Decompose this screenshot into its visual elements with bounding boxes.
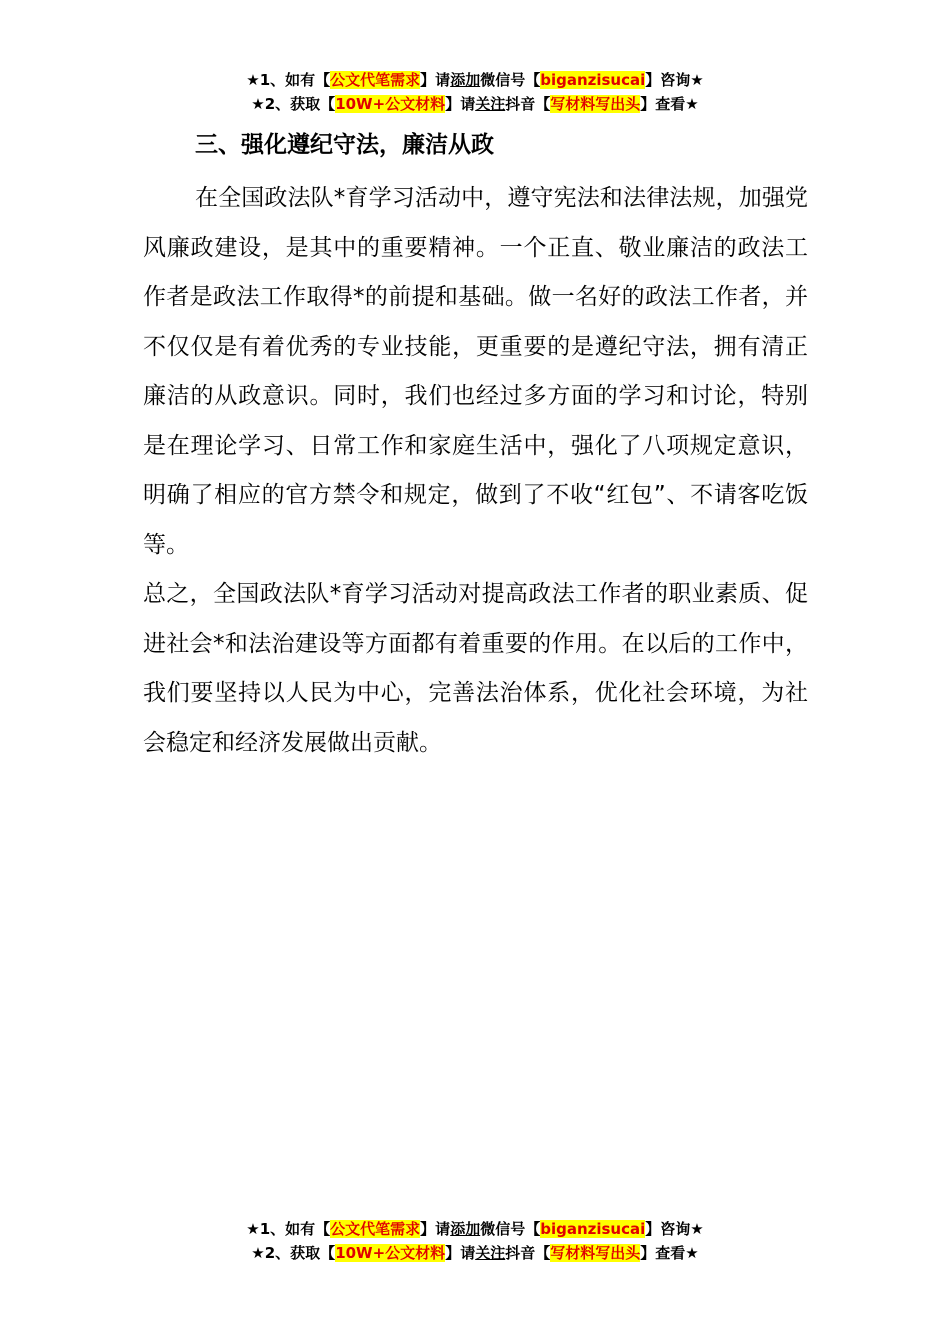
banner-text: 抖音【: [505, 95, 551, 113]
banner-underlined: 关注: [475, 1244, 506, 1262]
banner-highlight: 写材料写出头: [550, 95, 641, 113]
banner-highlight: biganzisucai: [540, 1220, 646, 1238]
banner-line-1: [0, 1217, 950, 1241]
banner-text: ★2、获取【: [251, 95, 336, 113]
banner-underlined: 关注: [475, 95, 506, 113]
banner-highlight: 写材料写出头: [550, 1244, 641, 1262]
banner-text: 】请: [420, 1220, 451, 1238]
banner-line-2: [0, 1241, 950, 1265]
banner-highlight: biganzisucai: [540, 71, 646, 89]
banner-underlined: 添加: [450, 1220, 481, 1238]
banner-text: 微信号【: [480, 71, 541, 89]
banner-text: ★1、如有【: [246, 71, 331, 89]
banner-text: 】请: [445, 1244, 476, 1262]
header-banner: [0, 68, 950, 116]
paragraph-1: 在全国政法队*育学习活动中，遵守宪法和法律法规，加强党风廉政建设，是其中的重要精神。一个正直、敬业廉洁的政法工作者是政法工作取得*的前提和基础。做一名好的政法工作者，并不仅仅是有着优秀的专业技能，更重要的是遵纪守法，拥有清正廉洁的从政意识。同时，我们也经过多方面的学习和讨论，特别是在理论学习、日常工作和家庭生活中，强化了八项规定意识，明确了相应的官方禁令和规定，做到了不收“红包”、不请客吃饭等。: [143, 185, 808, 558]
banner-highlight: 公文代笔需求: [330, 71, 421, 89]
banner-text: 微信号【: [480, 1220, 541, 1238]
paragraph-2: 总之，全国政法队*育学习活动对提高政法工作者的职业素质、促进社会*和法治建设等方面都有着重要的作用。在以后的工作中，我们要坚持以人民为中心，完善法治体系，优化社会环境，为社会稳定和经济发展做出贡献。: [143, 581, 808, 756]
banner-highlight: 公文代笔需求: [330, 1220, 421, 1238]
banner-line-2: [0, 92, 950, 116]
banner-text: 】查看★: [640, 95, 699, 113]
banner-text: 】咨询★: [645, 71, 704, 89]
banner-highlight: 10W+公文材料: [335, 95, 446, 113]
footer-banner: [0, 1217, 950, 1265]
banner-line-1: [0, 68, 950, 92]
banner-text: ★1、如有【: [246, 1220, 331, 1238]
banner-text: 】请: [445, 95, 476, 113]
banner-text: 】查看★: [640, 1244, 699, 1262]
document-body: [143, 128, 808, 768]
banner-text: 】咨询★: [645, 1220, 704, 1238]
section-heading: 三、强化遵纪守法，廉洁从政: [195, 132, 494, 158]
banner-highlight: 10W+公文材料: [335, 1244, 446, 1262]
banner-text: 】请: [420, 71, 451, 89]
banner-underlined: 添加: [450, 71, 481, 89]
banner-text: ★2、获取【: [251, 1244, 336, 1262]
banner-text: 抖音【: [505, 1244, 551, 1262]
